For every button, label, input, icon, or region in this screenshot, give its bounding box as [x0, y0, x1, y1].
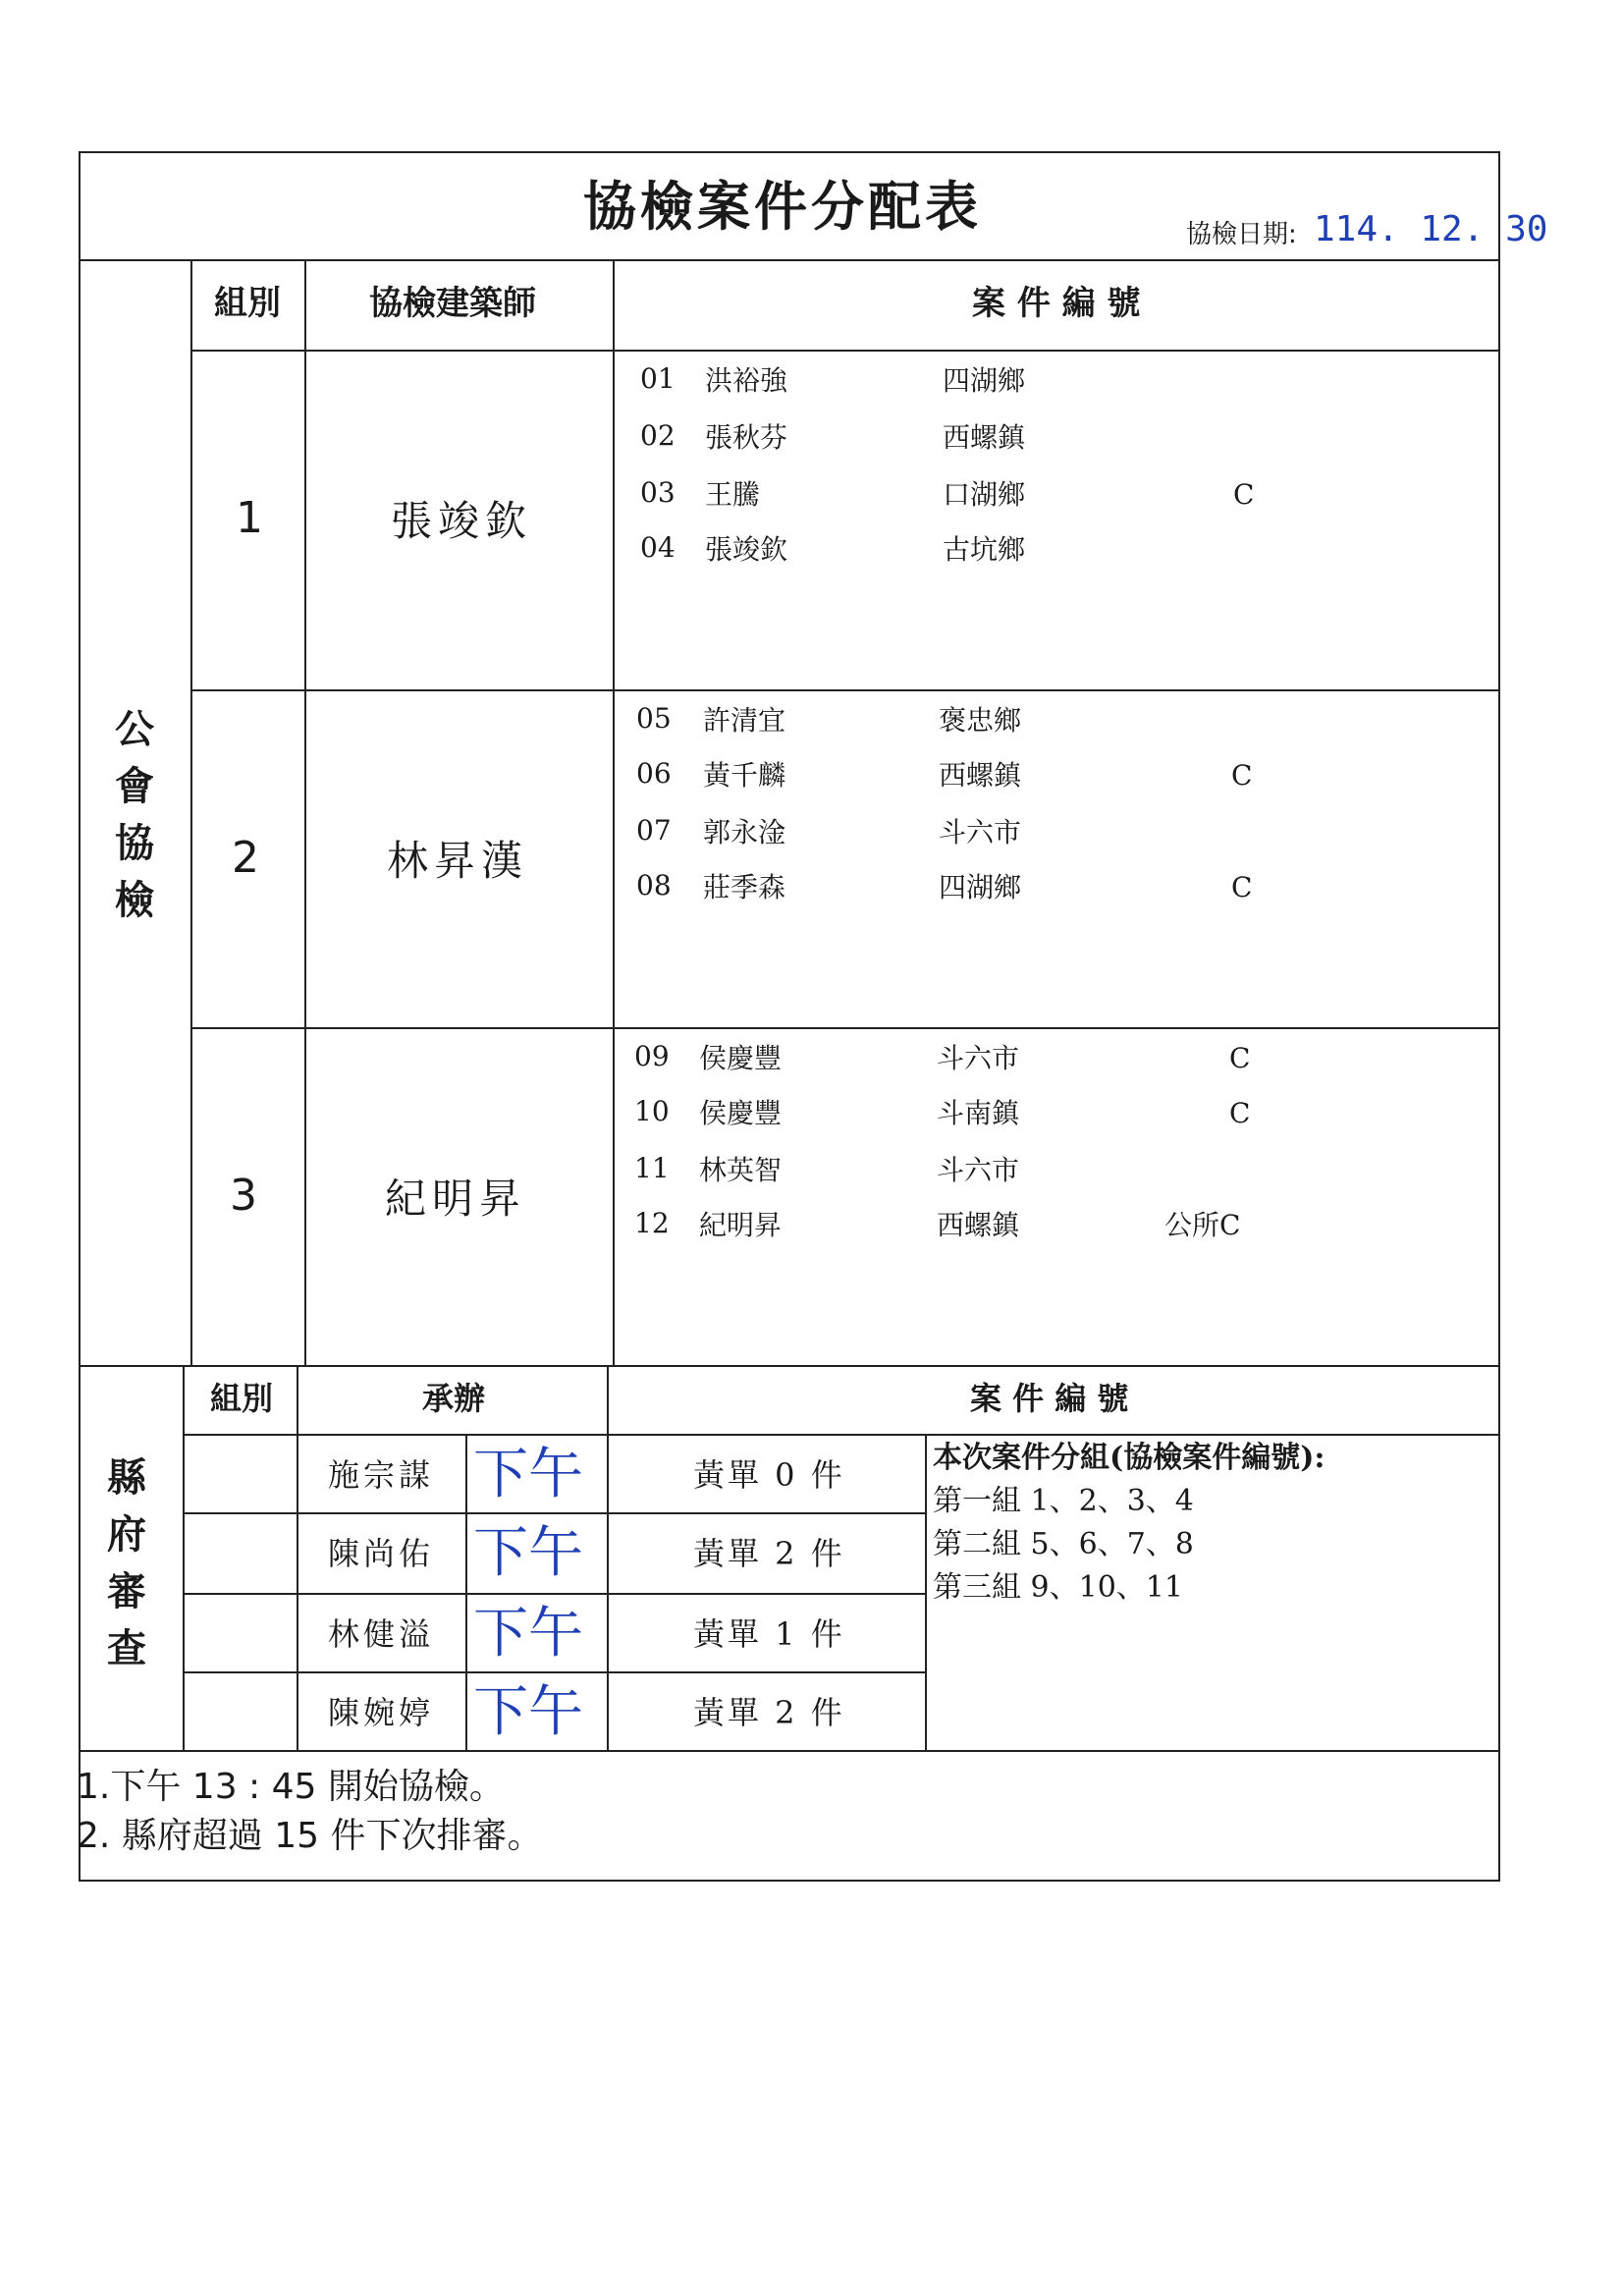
case-location: 四湖鄉 [939, 871, 1022, 903]
case-location: 斗南鎮 [937, 1097, 1020, 1129]
architect-name: 林昇漢 [387, 837, 529, 885]
yellow-slip-count: 黃單 2 件 [693, 1694, 845, 1731]
county-header-cases: 案 件 編 號 [970, 1380, 1129, 1417]
case-number: 11 [634, 1152, 670, 1184]
rule-under-reviewer-1 [183, 1512, 925, 1514]
yellow-slip-count: 黃單 0 件 [693, 1456, 845, 1494]
case-location: 斗六市 [937, 1154, 1020, 1186]
case-number: 03 [640, 476, 676, 509]
group-number: 1 [236, 493, 263, 543]
group-number: 3 [230, 1171, 257, 1221]
handwritten-note: 下午 [473, 1521, 583, 1585]
group-number: 2 [232, 833, 259, 883]
county-header-handler: 承辦 [422, 1380, 486, 1417]
case-applicant: 張竣欽 [705, 533, 788, 566]
case-applicant: 洪裕強 [705, 364, 788, 397]
summary-heading: 本次案件分組(協檢案件編號): [933, 1441, 1325, 1475]
case-mark: C [1231, 871, 1253, 903]
rule-under-reviewer-2 [183, 1593, 925, 1595]
case-applicant: 莊季森 [703, 871, 786, 903]
yellow-slip-count: 黃單 2 件 [693, 1535, 845, 1572]
summary-line: 第三組 9、10、11 [933, 1570, 1183, 1605]
case-number: 09 [634, 1040, 670, 1072]
inspection-date-value: 114. 12. 30 [1314, 209, 1548, 249]
header-group: 組別 [214, 284, 281, 323]
case-mark: C [1231, 759, 1253, 792]
county-header-group: 組別 [210, 1380, 274, 1417]
rule-under-title [79, 259, 1500, 261]
case-number: 05 [636, 702, 672, 735]
reviewer-name: 陳尚佑 [328, 1535, 435, 1572]
rule-county-group-column [297, 1365, 298, 1750]
summary-line: 第二組 5、6、7、8 [933, 1527, 1194, 1561]
rule-under-group-1 [190, 689, 1500, 691]
footnote: 2. 縣府超過 15 件下次排審。 [77, 1816, 543, 1856]
association-side-label: 公會協檢 [115, 707, 154, 923]
rule-section-divider [79, 1365, 1500, 1367]
case-applicant: 郭永淦 [703, 816, 786, 848]
case-mark: 公所C [1164, 1209, 1241, 1241]
reviewer-name: 陳婉婷 [328, 1694, 435, 1731]
case-applicant: 侯慶豐 [699, 1097, 783, 1129]
case-location: 西螺鎮 [939, 759, 1022, 792]
rule-handler-note-column [465, 1434, 467, 1750]
case-location: 褒忠鄉 [939, 704, 1022, 737]
case-number: 01 [640, 362, 676, 395]
page-title: 協檢案件分配表 [583, 176, 982, 238]
case-location: 古坑鄉 [943, 533, 1026, 566]
inspection-date-label: 協檢日期: [1186, 220, 1297, 249]
rule-group-column [304, 259, 306, 1365]
case-number: 07 [636, 814, 672, 847]
county-side-label: 縣府審查 [107, 1455, 146, 1671]
case-number: 10 [634, 1095, 670, 1127]
rule-summary-column [925, 1434, 927, 1750]
case-applicant: 許清宜 [703, 704, 786, 737]
handwritten-note: 下午 [473, 1680, 583, 1744]
case-location: 四湖鄉 [943, 364, 1026, 397]
reviewer-name: 林健溢 [328, 1615, 435, 1653]
case-applicant: 林英智 [699, 1154, 783, 1186]
rule-county-cases-column [607, 1365, 609, 1750]
case-location: 西螺鎮 [943, 421, 1026, 454]
rule-under-header [190, 350, 1500, 352]
summary-line: 第一組 1、2、3、4 [933, 1484, 1194, 1518]
case-number: 04 [640, 531, 676, 564]
header-architect: 協檢建築師 [369, 284, 536, 323]
header-cases: 案 件 編 號 [972, 284, 1141, 323]
rule-above-notes [79, 1750, 1500, 1752]
architect-name: 張竣欽 [391, 497, 533, 545]
case-location: 西螺鎮 [937, 1209, 1020, 1241]
rule-county-side-column [183, 1365, 185, 1750]
case-location: 口湖鄉 [943, 478, 1026, 511]
case-number: 08 [636, 869, 672, 902]
case-number: 12 [634, 1207, 670, 1239]
case-mark: C [1233, 478, 1255, 511]
rule-under-reviewer-3 [183, 1671, 925, 1673]
architect-name: 紀明昇 [385, 1175, 527, 1223]
case-applicant: 侯慶豐 [699, 1042, 783, 1074]
rule-under-group-2 [190, 1027, 1500, 1029]
case-applicant: 張秋芬 [705, 421, 788, 454]
yellow-slip-count: 黃單 1 件 [693, 1615, 845, 1653]
case-mark: C [1229, 1042, 1251, 1074]
handwritten-note: 下午 [473, 1602, 583, 1666]
case-applicant: 王騰 [705, 478, 761, 511]
case-mark: C [1229, 1097, 1251, 1129]
rule-side-column [190, 259, 192, 1365]
case-number: 02 [640, 419, 676, 452]
case-location: 斗六市 [937, 1042, 1020, 1074]
rule-architect-column [613, 259, 615, 1365]
case-applicant: 黃千麟 [703, 759, 786, 792]
reviewer-name: 施宗謀 [328, 1456, 435, 1494]
handwritten-note: 下午 [473, 1443, 583, 1506]
rule-under-county-header [183, 1434, 1500, 1436]
case-number: 06 [636, 757, 672, 790]
footnote: 1.下午 13 : 45 開始協檢。 [77, 1767, 505, 1807]
case-location: 斗六市 [939, 816, 1022, 848]
case-applicant: 紀明昇 [699, 1209, 783, 1241]
